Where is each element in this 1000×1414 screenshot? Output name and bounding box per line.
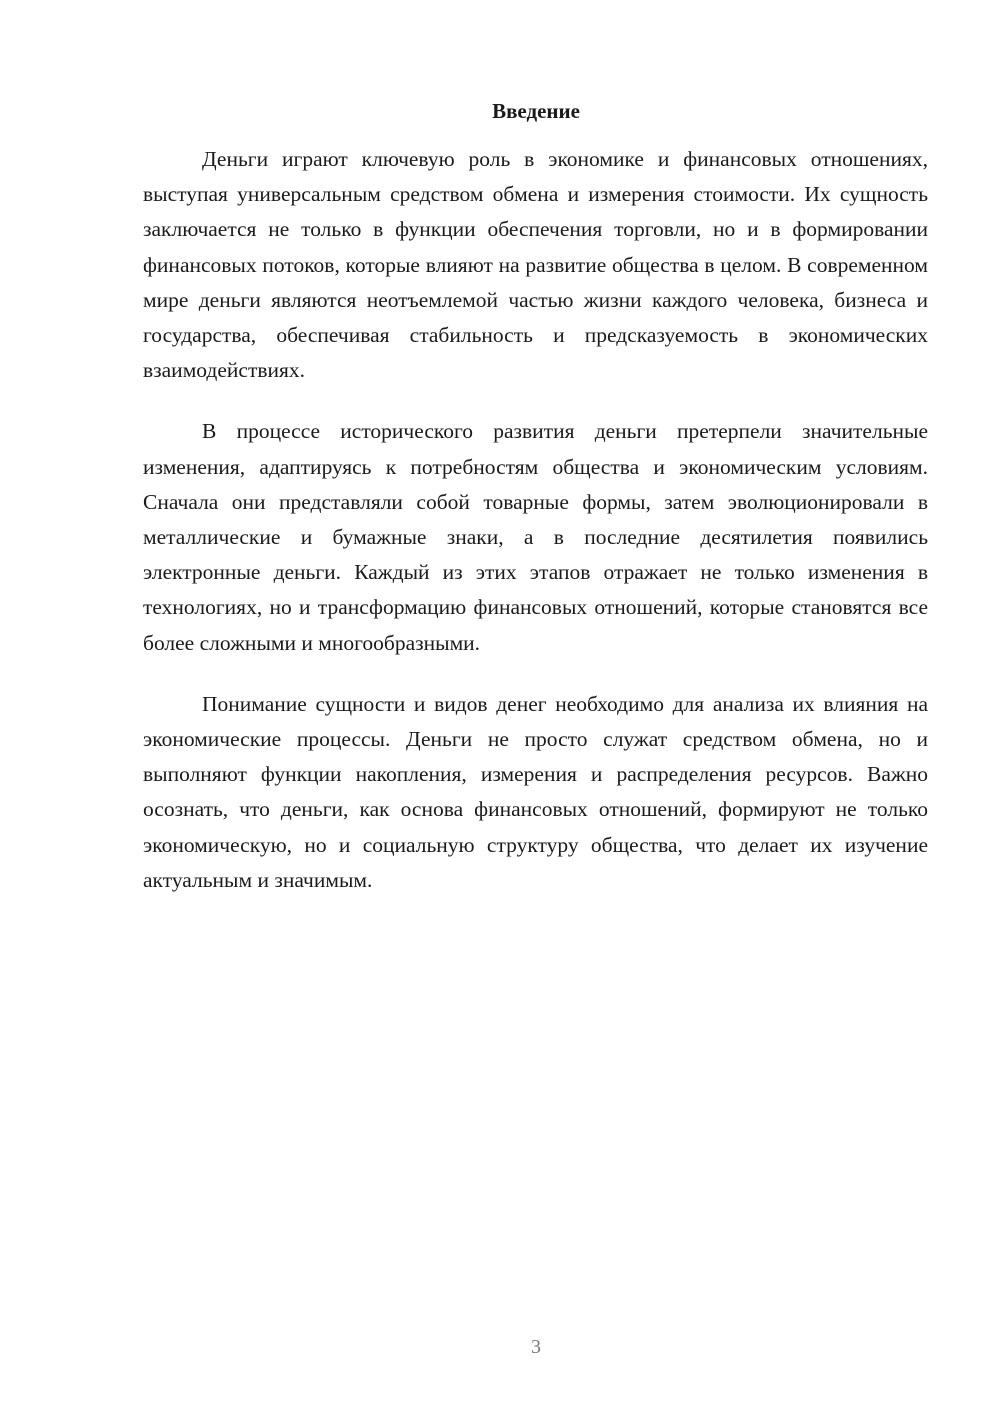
page-number: 3 [531,1336,541,1358]
section-heading: Введение [492,99,580,123]
paragraph-3: Понимание сущности и видов денег необходимо для анализа их влияния на экономические процессы. Деньги не просто служат средством обмена, но и выполняют функции накопления, измерения и распределения ресурсов. Важно осознать, что деньги, как основа финансовых отношений, формируют не только экономическую, но и социальную структуру общества, что делает их изучение актуальным и значимым. [143,691,928,892]
paragraph-2: В процессе исторического развития деньги претерпели значительные изменения, адаптируясь к потребностям общества и экономическим условиям. Сначала они представляли собой товарные формы, затем эволюционировали в металлические и бумажные знаки, а в последние десятилетия появились электронные деньги. Каждый из этих этапов отражает не только изменения в технологиях, но и трансформацию финансовых отношений, которые становятся все более сложными и многообразными. [143,419,928,655]
paragraph-1: Деньги играют ключевую роль в экономике и финансовых отношениях, выступая универсальным средством обмена и измерения стоимости. Их сущность заключается не только в функции обеспечения торговли, но и в формировании финансовых потоков, которые влияют на развитие общества в целом. В современном мире деньги являются неотъемлемой частью жизни каждого человека, бизнеса и государства, обеспечивая стабильность и предсказуемость в экономических взаимодействиях. [143,147,928,383]
body-text [143,142,928,924]
